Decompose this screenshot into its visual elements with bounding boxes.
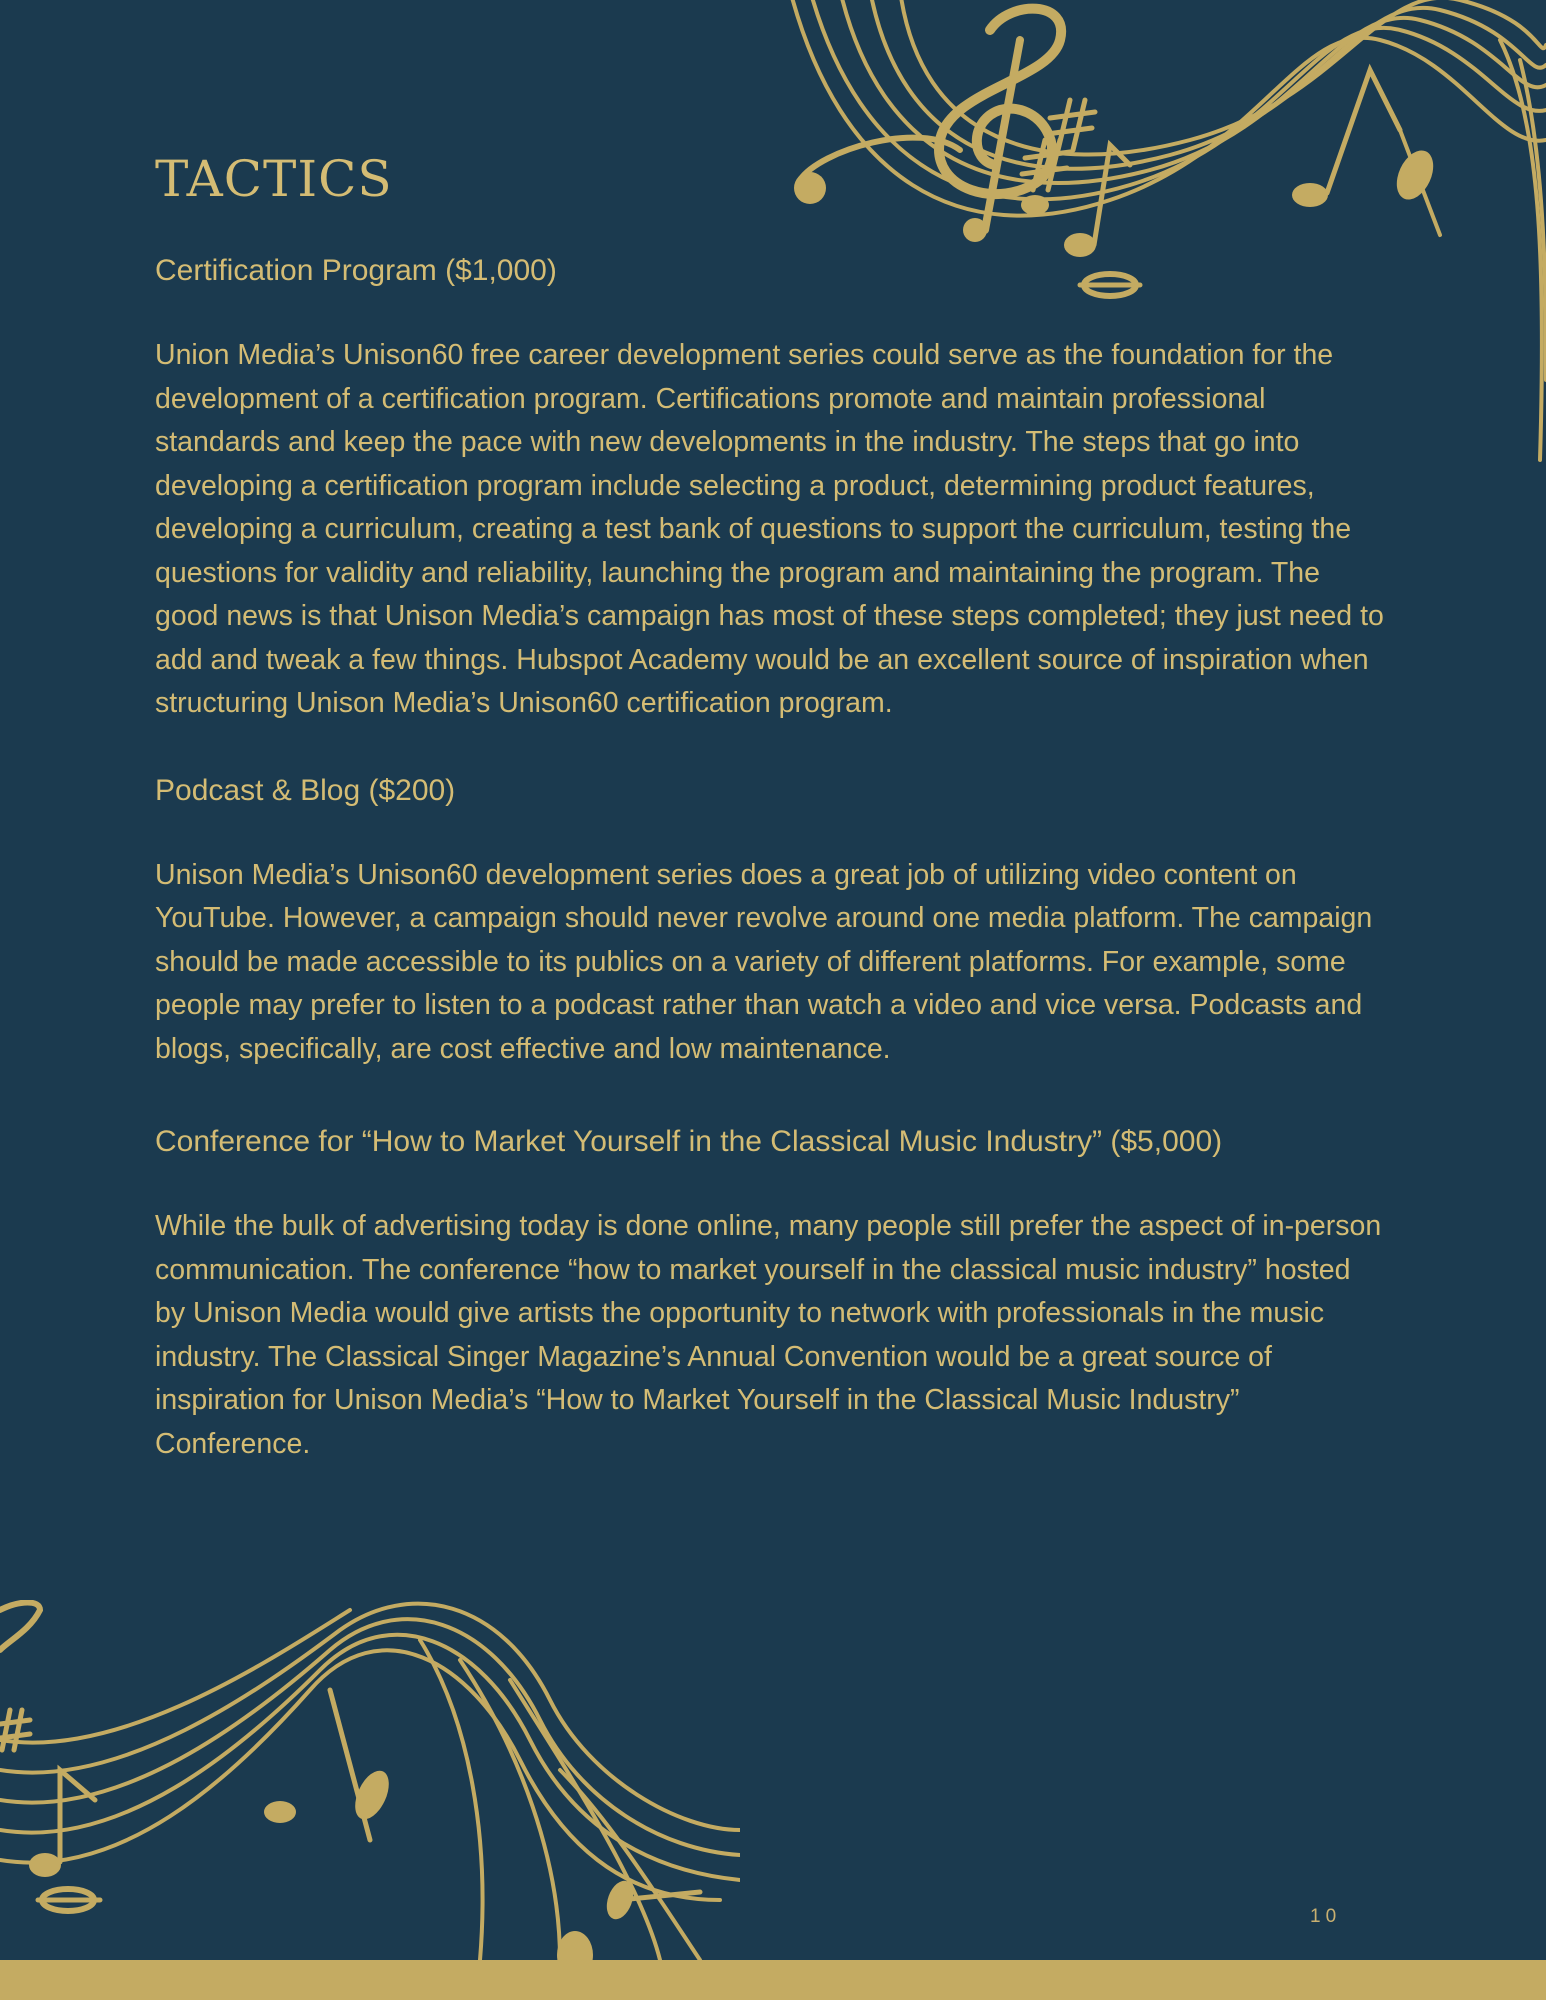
section-heading-certification: Certification Program ($1,000) xyxy=(155,254,557,287)
page-number: 10 xyxy=(1310,1906,1342,1927)
section-heading-podcast: Podcast & Blog ($200) xyxy=(155,773,456,807)
content-area xyxy=(155,150,1385,1510)
section-body-conference: While the bulk of advertising today is done online, many people still prefer the aspect of in-person communication. The conference “how to market yourself in the classical music industry” hosted by Unison Media would give artists the opportunity to network with professionals in the music industry. The Classical Singer Magazine’s Annual Convention would be a great source of inspiration for Unison Media’s “How to Market Yourself in the Classical Music Industry” Conference. xyxy=(155,1210,1382,1460)
section-body-podcast: Unison Media’s Unison60 development series does a great job of utilizing video content on YouTube. However, a campaign should never revolve around one media platform. The campaign should be made accessible to its publics on a variety of different platforms. For example, some people may prefer to listen to a podcast rather than watch a video and vice versa. Podcasts and blogs, specifically, are cost effective and low maintenance. xyxy=(155,858,1373,1065)
section-heading-conference: Conference for “How to Market Yourself in the Classical Music Industry” ($5,000) xyxy=(155,1125,1223,1158)
section-body-certification: Union Media’s Unison60 free career development series could serve as the foundation for the development of a certification program. Certifications promote and maintain professional standards and keep the pace with new developments in the industry. The steps that go into developing a certification program include selecting a product, determining product features, developing a curriculum, creating a test bank of questions to support the curriculum, testing the questions for validity and reliability, launching the program and maintaining the program. The good news is that Unison Media’s campaign has most of these steps completed; they just need to add and tweak a few things. Hubspot Academy would be an excellent source of inspiration when structuring Unison Media’s Unison60 certification program. xyxy=(155,339,1384,719)
footer-bar xyxy=(0,1960,1546,2000)
page-title: TACTICS xyxy=(155,150,393,208)
music-staff-notes-icon xyxy=(0,1600,740,1960)
